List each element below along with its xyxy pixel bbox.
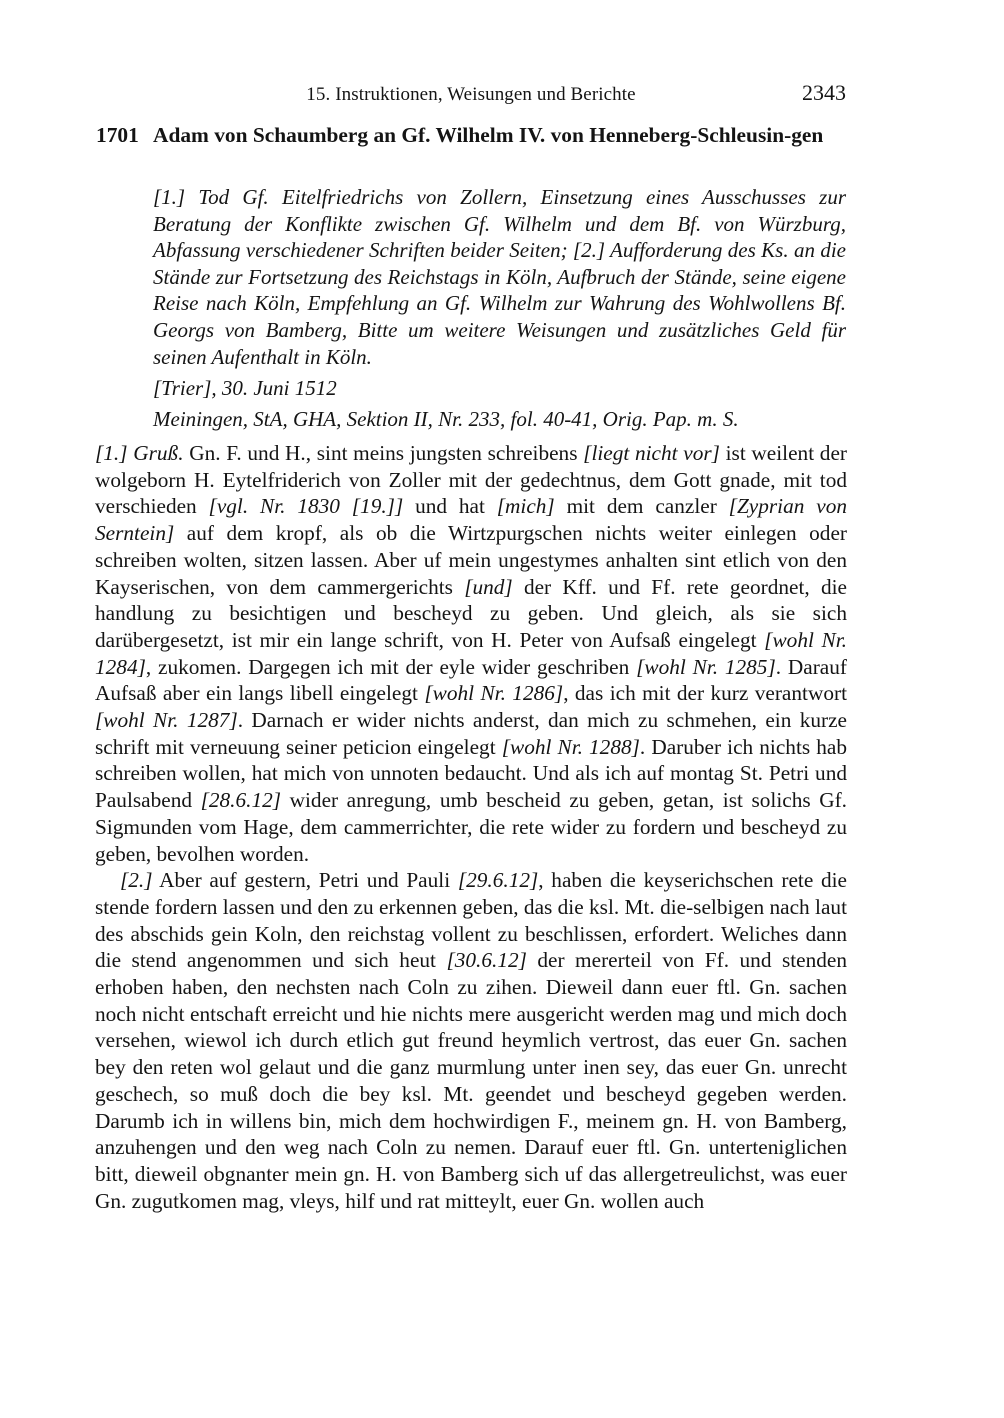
entry-number: 1701 [96,123,139,147]
text-run: . Darauf Aufsaß aber ein langs libell eingelegt [95,654,847,706]
editorial-note: [wohl Nr. 1285] [636,654,776,679]
body-paragraph-2 [95,867,847,1214]
entry-summary: [1.] Tod Gf. Eitelfriedrichs von Zollern, Einsetzung eines Ausschusses zur Beratung der Konflikte zwischen Gf. Wilhelm und dem Bf. von Würzburg, Abfassung verschiedener Schriften beider Seiten; [2.] Aufforderung des Ks. an die Stände zur Fortsetzung des Reichstags in Köln, Aufbruch der Stände, seine eigene Reise nach Köln, Empfehlung an Gf. Wilhelm zur Wahrung des Wohlwollens Bf. Georgs von Bamberg, Bitte um weitere Weisungen und zusätzliches Geld für seinen Aufenthalt in Köln. [153,185,846,369]
entry-title [96,122,848,148]
running-title: 15. Instruktionen, Weisungen und Berichte [306,84,636,105]
editorial-note: [liegt nicht vor] [583,441,720,465]
text-run: , zukomen. Dargegen ich mit der eyle wider geschriben [145,654,637,679]
text-run: . Daruber ich nichts hab schreiben wollen, hat mich von unnoten bedaucht. Und als ich auf montag St. Petri und Paulsabend [95,734,847,813]
entry-date: [Trier], 30. Juni 1512 [153,376,337,400]
editorial-note: [wohl Nr. 1284] [95,627,847,679]
editorial-note: [wohl Nr. 1288] [501,734,640,759]
editorial-note: [wohl Nr. 1286] [424,681,564,706]
editorial-note: [wohl Nr. 1287] [95,708,238,733]
text-run: . Darnach er wider nichts anderst, dan mich zu schmehen, ein kurze schrift mit verneuung seiner peticion eingelegt [95,708,847,759]
page-header [96,80,846,110]
text-run: auf dem kropf, als ob die Wirtzpurgschen nichts weiter einlegen oder schreiben wolten, sitzen lassen. Aber uf mein ungestymes anhalten sint etlich von den Kayserischen, von dem cammergerichts [95,521,847,599]
editorial-note: [mich] [496,494,555,519]
section-marker: [1.] Gruß. [95,441,184,465]
section-marker: [2.] [120,868,153,893]
text-run: der Kff. und Ff. rete geordnet, die handlung zu besichtigen und bescheyd zu geben. Und gleich, als sie sich darübergesetzt, ist mir ein lange schrift, von H. Peter von Aufsaß eingelegt [95,574,847,652]
entry-heading: Adam von Schaumberg an Gf. Wilhelm IV. von Henneberg-Schleusin-gen [153,123,824,147]
text-run: wider anregung, umb bescheid zu geben, getan, ist solichs Gf. Sigmunden vom Hage, dem cammerrichter, die rete wider zu fordern und bescheyd zu geben, bevolhen worden. [95,788,847,866]
text-run: Gn. F. und H., sint meins jungsten schreibens [183,441,584,465]
text-run: Aber auf gestern, Petri und Pauli [152,868,458,893]
text-run: mit dem canzler [554,494,729,519]
text-run: und hat [403,494,497,519]
body-paragraph-1 [95,440,847,867]
entry-source: Meiningen, StA, GHA, Sektion II, Nr. 233, fol. 40-41, Orig. Pap. m. S. [153,407,739,431]
document-body [95,440,847,1214]
editorial-note: [28.6.12] [200,788,282,813]
page-number: 2343 [802,80,846,105]
text-run: , haben die keyserichschen rete die stende fordern lassen und den zu erkennen geben, das die ksl. Mt. die-selbigen nach laut des abschids gein Koln, den reichstag vollent zu beschlissen, erfordert. Weliches dann die stend angenommen und sich heut [95,868,847,973]
text-run: ist weilent der wolgeborn H. Eytelfriderich von Zoller mit der gedechtnus, dem Gott gnade, mit tod verschieden [95,441,847,519]
editorial-note: [Zyprian von Serntein] [95,494,847,546]
editorial-note: [30.6.12] [446,948,527,973]
editorial-note: [und] [464,574,513,599]
editorial-note: [29.6.12] [457,868,539,893]
text-run: , das ich mit der kurz verantwort [563,681,847,706]
text-run: der mererteil von Ff. und stenden erhoben haben, den nechsten nach Coln zu zihen. Dieweil dann euer ftl. Gn. sachen noch nicht entschaft erreicht und hie nichts mere ausgericht werden mag und mich doch versehen, wiewol ich durch etlich gut freund heymlich vertrost, das euer Gn. sachen bey den reten wol gelaut und die ganz murmlung unter inen sey, das euer Gn. unrecht geschech, so muß doch die bey ksl. Mt. geendet und bescheyd gegeben werden. Darumb ich in willens bin, mich dem hochwirdigen F., meinem gn. H. von Bamberg, anzuhengen und den weg nach Coln zu nemen. Darauf euer ftl. Gn. untertenіglichen bitt, dieweil obgnanter mein gn. H. von Bamberg sich uf das allergetreulichst, was euer Gn. zugutkomen mag, vleys, hilf und rat mitteylt, euer Gn. wollen auch [95,948,847,1213]
editorial-note: [vgl. Nr. 1830 [19.]] [208,494,404,519]
